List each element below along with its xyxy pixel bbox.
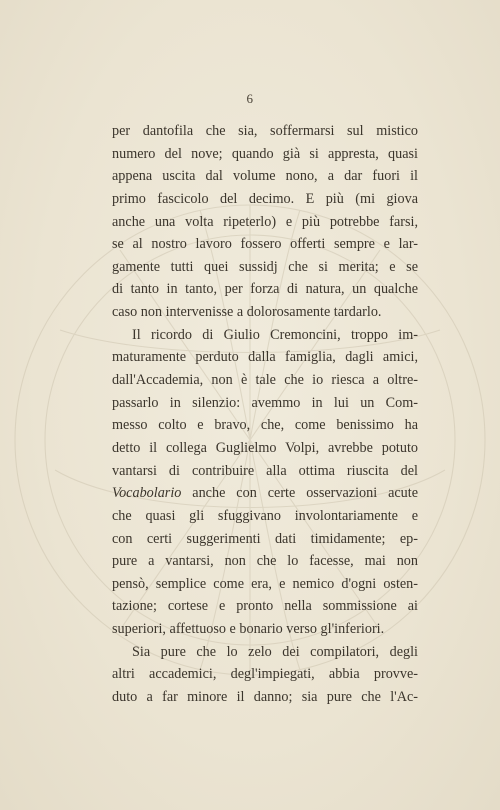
text-line: pensò, semplice come era, e nemico d'ogni osten- (112, 575, 418, 592)
text-line: maturamente perduto dalla famiglia, dagli amici, (112, 349, 418, 366)
text-line: messo colto e bravo, che, come benissimo ha (112, 417, 418, 434)
text-line: di tanto in tanto, per forza di natura, un qualche (112, 281, 418, 298)
text-line: Sia pure che lo zelo dei compilatori, degli (132, 643, 418, 660)
text-line: gamente tutti quei sussidj che si merita; e se (112, 258, 418, 275)
text-line: superiori, affettuoso e bonario verso gl'inferiori. (112, 621, 385, 638)
text-line: duto a far minore il danno; sia pure che l'Ac- (112, 689, 418, 706)
text-line: altri accademici, degl'impiegati, abbia provve- (112, 666, 418, 683)
text-line: numero del nove; quando già si appresta, quasi (112, 145, 418, 162)
text-line: tazione; cortese e pronto nella sommissione ai (112, 598, 418, 615)
text-line: anche una volta ripeterlo) e più potrebbe farsi, (112, 213, 418, 230)
text-line: con certi suggerimenti dati timidamente; ep- (112, 530, 418, 547)
text-line: per dantofila che sia, soffermarsi sul mistico (112, 123, 418, 139)
text-line: dall'Accademia, non è tale che io riesca a oltre- (112, 372, 418, 389)
text-line: appena uscita dal volume nono, a dar fuori il (112, 168, 418, 185)
text-line: che quasi gli sfuggivano involontariamente e (112, 507, 418, 524)
text-line: vantarsi di contribuire alla ottima riuscita del (112, 462, 418, 479)
text-line: Il ricordo di Giulio Cremoncini, troppo im- (132, 326, 418, 343)
text-line: caso non intervenisse a dolorosamente tardarlo. (112, 304, 382, 321)
text-line: Vocabolario anche con certe osservazioni acute (112, 485, 418, 502)
text-line: se al nostro lavoro fossero offerti sempre e lar- (112, 236, 418, 253)
text-line: passarlo in silenzio: avemmo in lui un Com- (112, 394, 418, 411)
body-text (112, 120, 418, 709)
text-line: primo fascicolo del decimo. E più (mi giova (112, 190, 418, 207)
page-number: 6 (246, 91, 254, 106)
text-line: pure a vantarsi, non che lo facesse, mai non (112, 553, 418, 570)
text-line: detto il collega Guglielmo Volpi, avrebbe potuto (112, 439, 418, 456)
